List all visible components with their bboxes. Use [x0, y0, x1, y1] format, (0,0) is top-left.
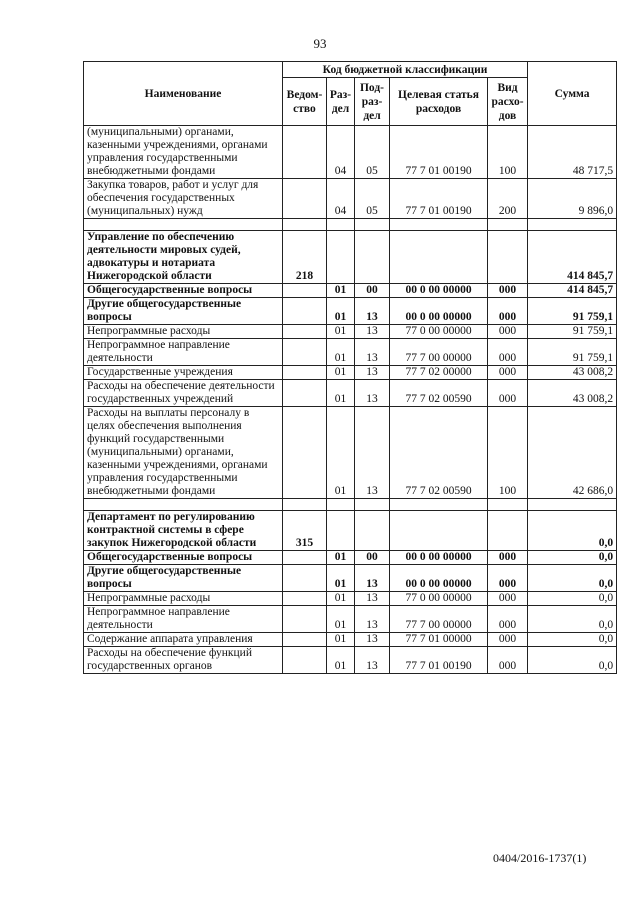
cell-tselevaya: 00 0 00 00000	[390, 298, 488, 325]
cell-tselevaya	[390, 231, 488, 284]
cell-razdel: 01	[327, 339, 355, 366]
cell-name: Департамент по регулированию контрактной системы в сфере закупок Нижегородской области	[84, 511, 283, 551]
cell-razdel: 01	[327, 606, 355, 633]
cell-vid: 000	[488, 339, 528, 366]
cell-name: (муниципальными) органами, казенными учреждениями, органами управления государственными внебюджетными фондами	[84, 126, 283, 179]
cell-vid: 100	[488, 126, 528, 179]
cell-name: Непрограммные расходы	[84, 325, 283, 339]
budget-table	[83, 61, 617, 674]
cell-summa: 91 759,1	[528, 298, 617, 325]
table-row	[84, 366, 617, 380]
cell-vedomstvo: 218	[283, 231, 327, 284]
cell-tselevaya: 77 7 00 00000	[390, 339, 488, 366]
cell-name: Управление по обеспечению деятельности мировых судей, адвокатуры и нотариата Нижегородской области	[84, 231, 283, 284]
cell-vid: 000	[488, 592, 528, 606]
cell-vid	[488, 231, 528, 284]
cell-vedomstvo	[283, 339, 327, 366]
spacer-row	[84, 219, 617, 231]
cell-vedomstvo	[283, 179, 327, 219]
cell-razdel: 04	[327, 126, 355, 179]
table-row	[84, 407, 617, 499]
header-name: Наименование	[84, 62, 283, 126]
header-vid: Вид расхо-дов	[488, 78, 528, 126]
empty-cell	[327, 219, 355, 231]
cell-summa: 91 759,1	[528, 339, 617, 366]
empty-cell	[283, 219, 327, 231]
cell-vid: 000	[488, 366, 528, 380]
cell-razdel	[327, 511, 355, 551]
cell-name: Расходы на обеспечение функций государственных органов	[84, 647, 283, 674]
cell-razdel: 01	[327, 565, 355, 592]
cell-vedomstvo	[283, 565, 327, 592]
table-row	[84, 380, 617, 407]
table-row	[84, 179, 617, 219]
cell-razdel: 01	[327, 366, 355, 380]
table-row	[84, 325, 617, 339]
table-row	[84, 592, 617, 606]
cell-summa: 414 845,7	[528, 231, 617, 284]
cell-vedomstvo	[283, 284, 327, 298]
cell-vedomstvo	[283, 298, 327, 325]
cell-podrazdel: 13	[355, 592, 390, 606]
cell-razdel: 01	[327, 325, 355, 339]
cell-tselevaya: 77 7 02 00000	[390, 366, 488, 380]
cell-name: Государственные учреждения	[84, 366, 283, 380]
empty-cell	[390, 499, 488, 511]
cell-summa: 0,0	[528, 633, 617, 647]
table-row	[84, 511, 617, 551]
empty-cell	[355, 499, 390, 511]
cell-tselevaya: 77 7 02 00590	[390, 407, 488, 499]
cell-vid: 000	[488, 380, 528, 407]
cell-tselevaya: 77 7 01 00190	[390, 647, 488, 674]
cell-razdel: 01	[327, 298, 355, 325]
cell-name: Общегосударственные вопросы	[84, 284, 283, 298]
cell-podrazdel: 13	[355, 325, 390, 339]
table-body	[84, 126, 617, 674]
table-row	[84, 126, 617, 179]
header-group: Код бюджетной классификации	[283, 62, 528, 78]
cell-summa: 43 008,2	[528, 380, 617, 407]
cell-vid: 100	[488, 407, 528, 499]
cell-tselevaya	[390, 511, 488, 551]
table-row	[84, 231, 617, 284]
empty-cell	[327, 499, 355, 511]
cell-razdel: 01	[327, 592, 355, 606]
cell-podrazdel: 13	[355, 366, 390, 380]
cell-tselevaya: 77 0 00 00000	[390, 592, 488, 606]
cell-summa: 0,0	[528, 565, 617, 592]
header-podrazdel: Под-раз-дел	[355, 78, 390, 126]
cell-podrazdel: 00	[355, 551, 390, 565]
cell-summa: 91 759,1	[528, 325, 617, 339]
cell-vid: 000	[488, 606, 528, 633]
cell-podrazdel	[355, 231, 390, 284]
cell-podrazdel: 13	[355, 606, 390, 633]
cell-tselevaya: 00 0 00 00000	[390, 284, 488, 298]
cell-name: Содержание аппарата управления	[84, 633, 283, 647]
cell-vedomstvo: 315	[283, 511, 327, 551]
cell-summa: 0,0	[528, 606, 617, 633]
spacer-row	[84, 499, 617, 511]
cell-razdel: 01	[327, 407, 355, 499]
cell-name: Непрограммное направление деятельности	[84, 606, 283, 633]
cell-name: Общегосударственные вопросы	[84, 551, 283, 565]
cell-vid: 000	[488, 633, 528, 647]
cell-podrazdel: 13	[355, 633, 390, 647]
document-code: 0404/2016-1737(1)	[493, 851, 587, 865]
cell-razdel: 01	[327, 380, 355, 407]
cell-vedomstvo	[283, 325, 327, 339]
empty-cell	[390, 219, 488, 231]
table-row	[84, 633, 617, 647]
table-row	[84, 339, 617, 366]
cell-summa: 43 008,2	[528, 366, 617, 380]
table-row	[84, 284, 617, 298]
empty-cell	[488, 219, 528, 231]
cell-name: Другие общегосударственные вопросы	[84, 565, 283, 592]
cell-razdel: 01	[327, 647, 355, 674]
cell-tselevaya: 00 0 00 00000	[390, 565, 488, 592]
cell-vid: 000	[488, 325, 528, 339]
cell-vid: 000	[488, 298, 528, 325]
cell-name: Другие общегосударственные вопросы	[84, 298, 283, 325]
cell-vedomstvo	[283, 380, 327, 407]
empty-cell	[355, 219, 390, 231]
header-summa: Сумма	[528, 62, 617, 126]
cell-podrazdel: 05	[355, 179, 390, 219]
header-tselevaya: Целевая статья расходов	[390, 78, 488, 126]
cell-summa: 9 896,0	[528, 179, 617, 219]
cell-vid: 000	[488, 565, 528, 592]
cell-razdel: 01	[327, 551, 355, 565]
cell-summa: 0,0	[528, 592, 617, 606]
empty-cell	[528, 499, 617, 511]
page-number: 93	[313, 36, 327, 51]
cell-podrazdel: 13	[355, 380, 390, 407]
cell-podrazdel: 13	[355, 407, 390, 499]
cell-name: Закупка товаров, работ и услуг для обеспечения государственных (муниципальных) нужд	[84, 179, 283, 219]
cell-tselevaya: 77 7 02 00590	[390, 380, 488, 407]
cell-tselevaya: 77 0 00 00000	[390, 325, 488, 339]
cell-vedomstvo	[283, 633, 327, 647]
cell-vid: 000	[488, 551, 528, 565]
cell-vedomstvo	[283, 366, 327, 380]
cell-podrazdel: 00	[355, 284, 390, 298]
cell-vedomstvo	[283, 551, 327, 565]
table-row	[84, 606, 617, 633]
cell-summa: 414 845,7	[528, 284, 617, 298]
empty-cell	[488, 499, 528, 511]
table-row	[84, 551, 617, 565]
table-row	[84, 647, 617, 674]
cell-podrazdel: 13	[355, 298, 390, 325]
cell-summa: 0,0	[528, 511, 617, 551]
cell-tselevaya: 00 0 00 00000	[390, 551, 488, 565]
empty-cell	[84, 219, 283, 231]
cell-vid	[488, 511, 528, 551]
cell-tselevaya: 77 7 01 00000	[390, 633, 488, 647]
empty-cell	[283, 499, 327, 511]
cell-tselevaya: 77 7 00 00000	[390, 606, 488, 633]
cell-vedomstvo	[283, 647, 327, 674]
cell-podrazdel: 13	[355, 565, 390, 592]
cell-name: Непрограммные расходы	[84, 592, 283, 606]
cell-vedomstvo	[283, 592, 327, 606]
cell-summa: 0,0	[528, 647, 617, 674]
cell-vid: 000	[488, 284, 528, 298]
cell-name: Непрограммное направление деятельности	[84, 339, 283, 366]
empty-cell	[84, 499, 283, 511]
empty-cell	[528, 219, 617, 231]
cell-vedomstvo	[283, 126, 327, 179]
table-row	[84, 565, 617, 592]
cell-summa: 48 717,5	[528, 126, 617, 179]
cell-razdel: 01	[327, 284, 355, 298]
cell-summa: 0,0	[528, 551, 617, 565]
cell-tselevaya: 77 7 01 00190	[390, 179, 488, 219]
cell-tselevaya: 77 7 01 00190	[390, 126, 488, 179]
cell-vid: 200	[488, 179, 528, 219]
cell-name: Расходы на обеспечение деятельности государственных учреждений	[84, 380, 283, 407]
cell-podrazdel: 13	[355, 647, 390, 674]
cell-podrazdel: 13	[355, 339, 390, 366]
cell-vid: 000	[488, 647, 528, 674]
cell-vedomstvo	[283, 606, 327, 633]
cell-podrazdel: 05	[355, 126, 390, 179]
cell-vedomstvo	[283, 407, 327, 499]
cell-podrazdel	[355, 511, 390, 551]
header-vedomstvo: Ведом-ство	[283, 78, 327, 126]
header-razdel: Раз-дел	[327, 78, 355, 126]
table-row	[84, 298, 617, 325]
cell-razdel	[327, 231, 355, 284]
cell-razdel: 04	[327, 179, 355, 219]
cell-name: Расходы на выплаты персоналу в целях обеспечения выполнения функций государственными (муниципальными) органами, казенными учреждениями, органами управления государственными внебюджетными фондами	[84, 407, 283, 499]
cell-summa: 42 686,0	[528, 407, 617, 499]
cell-razdel: 01	[327, 633, 355, 647]
